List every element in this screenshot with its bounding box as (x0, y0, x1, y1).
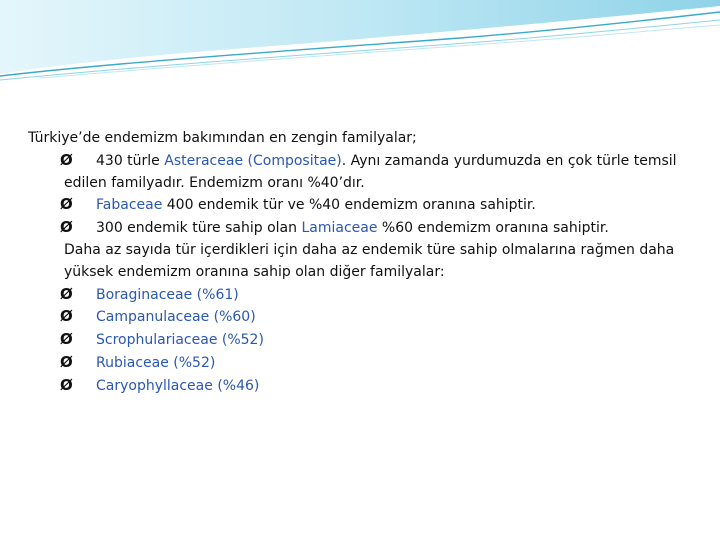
taxon-name: Asteraceae (Compositae) (164, 152, 342, 169)
list-item: Ø 430 türle Asteraceae (Compositae). Aynı zamanda yurdumuzda en çok türle temsil (28, 150, 708, 173)
family-list-item (28, 375, 708, 398)
arrow-bullet-icon: Ø (60, 150, 73, 169)
list-item: Ø 300 endemik türe sahip olan Lamiaceae %60 endemizm oranına sahiptir. (28, 217, 708, 240)
arrow-bullet-icon: Ø (60, 307, 73, 326)
family-name: Scrophulariaceae (%52) (96, 332, 264, 349)
family-list-item (28, 306, 708, 329)
list-item-continuation: edilen familyadır. Endemizm oranı %40’dır. (64, 174, 365, 191)
intro-line: Türkiye’de endemizm bakımından en zengin familyalar; (28, 130, 417, 146)
header-wave-fill (0, 0, 720, 74)
paragraph-line: yüksek endemizm oranına sahip olan diğer familyalar: (64, 263, 445, 280)
slide-content (28, 128, 708, 398)
family-name: Boraginaceae (%61) (96, 286, 239, 303)
family-list-item (28, 284, 708, 307)
taxon-name: Fabaceae (96, 197, 163, 214)
list-item: Ø Fabaceae 400 endemik tür ve %40 endemizm oranına sahiptir. (28, 194, 708, 217)
family-list-item (28, 329, 708, 352)
arrow-bullet-icon: Ø (60, 218, 73, 237)
arrow-bullet-icon: Ø (60, 375, 73, 394)
family-name: Caryophyllaceae (%46) (96, 377, 260, 394)
paragraph-line: Daha az sayıda tür içerdikleri için daha az endemik türe sahip olmalarına rağmen daha (64, 241, 675, 258)
arrow-bullet-icon: Ø (60, 352, 73, 371)
header-wave-decoration (0, 0, 720, 90)
arrow-bullet-icon: Ø (60, 330, 73, 349)
arrow-bullet-icon: Ø (60, 195, 73, 214)
family-name: Campanulaceae (%60) (96, 309, 256, 326)
family-list-item (28, 352, 708, 375)
taxon-name: Lamiaceae (301, 220, 378, 237)
family-name: Rubiaceae (%52) (96, 354, 216, 371)
arrow-bullet-icon: Ø (60, 284, 73, 303)
